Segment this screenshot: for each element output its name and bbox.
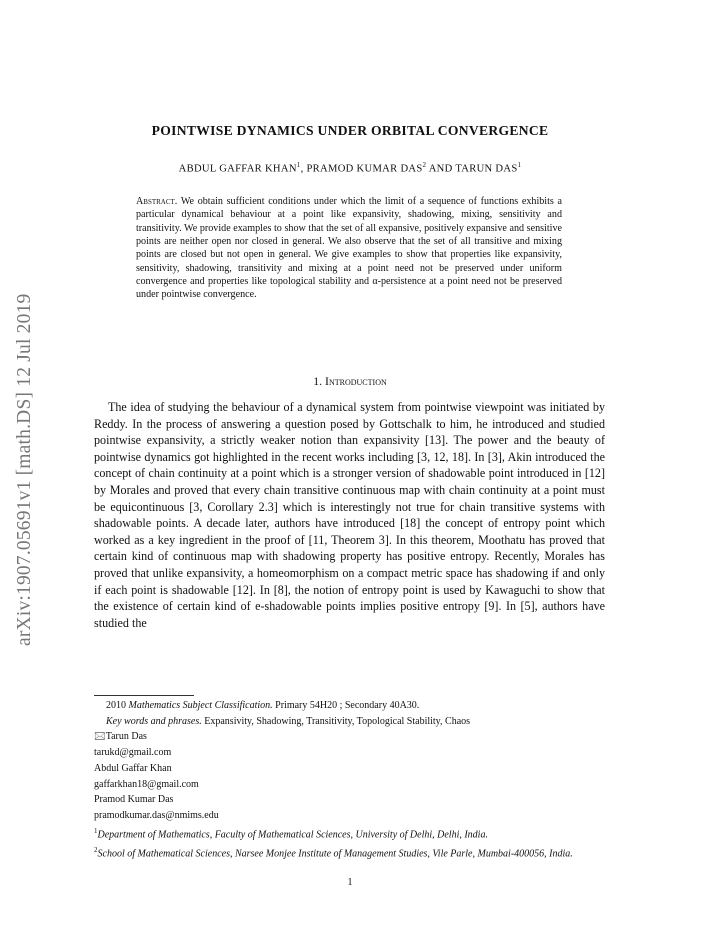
author-separator: AND xyxy=(426,163,456,175)
affiliation-text: Department of Mathematics, Faculty of Mathematical Sciences, University of Delhi, Delhi, India. xyxy=(97,828,488,840)
section-title: Introduction xyxy=(325,374,387,388)
affiliation-mark: 2 xyxy=(94,845,98,854)
author-email: gaffarkhan18@gmail.com xyxy=(94,778,199,790)
corresponding-author xyxy=(94,729,606,745)
envelope-icon: 🖂︎ xyxy=(94,731,106,743)
footnote-rule xyxy=(94,695,194,696)
affiliation-1 xyxy=(94,824,606,843)
affiliation-mark: 2 xyxy=(422,161,427,169)
affiliation-text: School of Mathematical Sciences, Narsee Monjee Institute of Management Studies, Vile Parle, Mumbai-400056, India. xyxy=(97,847,573,859)
section-number: 1. xyxy=(313,374,326,388)
author-name: PRAMOD KUMAR DAS xyxy=(306,163,423,175)
author-email: tarukd@gmail.com xyxy=(94,747,172,759)
paper-title: POINTWISE DYNAMICS UNDER ORBITAL CONVERGENCE xyxy=(151,123,549,138)
author-name: TARUN DAS xyxy=(455,163,518,175)
introduction-paragraph: The idea of studying the behaviour of a dynamical system from pointwise viewpoint was initiated by Reddy. In the process of answering a question posed by Gottschalk to him, he introduced and studied pointwise expansivity, a strictly weaker notion than expansivity [13]. The power and the beauty of pointwise dynamics got highlighted in the recent works including [3, 12, 18]. In [3], Akin introduced the concept of chain continuity at a point which is a stronger version of shadowable point introduced in [12] by Morales and proved that every chain transitive continuous map with chain continuity at a point must be equicontinuous [3, Corollary 2.3] which is interestingly not true for chain transitive systems with shadowable points. A decade later, authors have introduced [18] the concept of entropy point which worked as a key ingredient in the proof of [11, Theorem 3]. In this theorem, Moothatu has proved that certain kind of continuous map with shadowing property has positive entropy. Recently, Morales has proved that unlike expansivity, a homeomorphism on a compact metric space has shadowing if and only if each point is shadowable [12]. In [8], the notion of entropy point is used by Kawaguchi to show that the existence of certain kind of e-shadowable points implies positive entropy [9]. In [5], authors have studied the xyxy=(94,400,605,630)
msc-year: 2010 xyxy=(106,700,129,711)
author-email: pramodkumar.das@nmims.edu xyxy=(94,809,219,821)
affiliation-2 xyxy=(94,843,606,862)
msc-text: Primary 54H20 ; Secondary 40A30. xyxy=(272,700,420,711)
abstract-text: We obtain sufficient conditions under which the limit of a sequence of functions exhibits a particular dynamical behaviour at a point like expansivity, shadowing, mixing, sensitivity and transitivity. We provide examples to show that the set of all expansive, positively expansive and sensitive points are neither open nor closed in general. We also observe that the set of all transitive and mixing points are closed but not open in general. We give examples to show that properties like expansivity, sensitivity, shadowing, transitivity and mixing at a point need not be preserved under uniform convergence and properties like topological stability and α-persistence at a point need not be preserved under pointwise convergence. xyxy=(136,196,562,301)
corresponding-author-name: Tarun Das xyxy=(105,731,147,743)
footnotes xyxy=(94,698,606,862)
author-list xyxy=(0,161,700,175)
arxiv-identifier-stamp: arXiv:1907.05691v1 [math.DS] 12 Jul 2019 xyxy=(14,293,35,646)
affiliation-mark: 1 xyxy=(296,161,301,169)
msc-label: Mathematics Subject Classification. xyxy=(128,700,273,711)
author-name: ABDUL GAFFAR KHAN xyxy=(178,163,297,175)
keywords-text: Expansivity, Shadowing, Transitivity, Topological Stability, Chaos xyxy=(201,715,471,727)
author-name-footnote: Abdul Gaffar Khan xyxy=(94,762,172,774)
abstract xyxy=(136,195,562,302)
keywords-label: Key words and phrases. xyxy=(106,715,202,727)
abstract-label: Abstract. xyxy=(136,196,178,207)
keywords-footnote xyxy=(94,714,606,730)
author-name-footnote: Pramod Kumar Das xyxy=(94,794,174,806)
affiliation-mark: 1 xyxy=(517,161,522,169)
section-heading xyxy=(0,374,700,389)
author-separator: , xyxy=(300,163,307,175)
page-number: 1 xyxy=(347,877,353,888)
msc-footnote xyxy=(94,698,606,714)
affiliation-mark: 1 xyxy=(94,826,98,835)
